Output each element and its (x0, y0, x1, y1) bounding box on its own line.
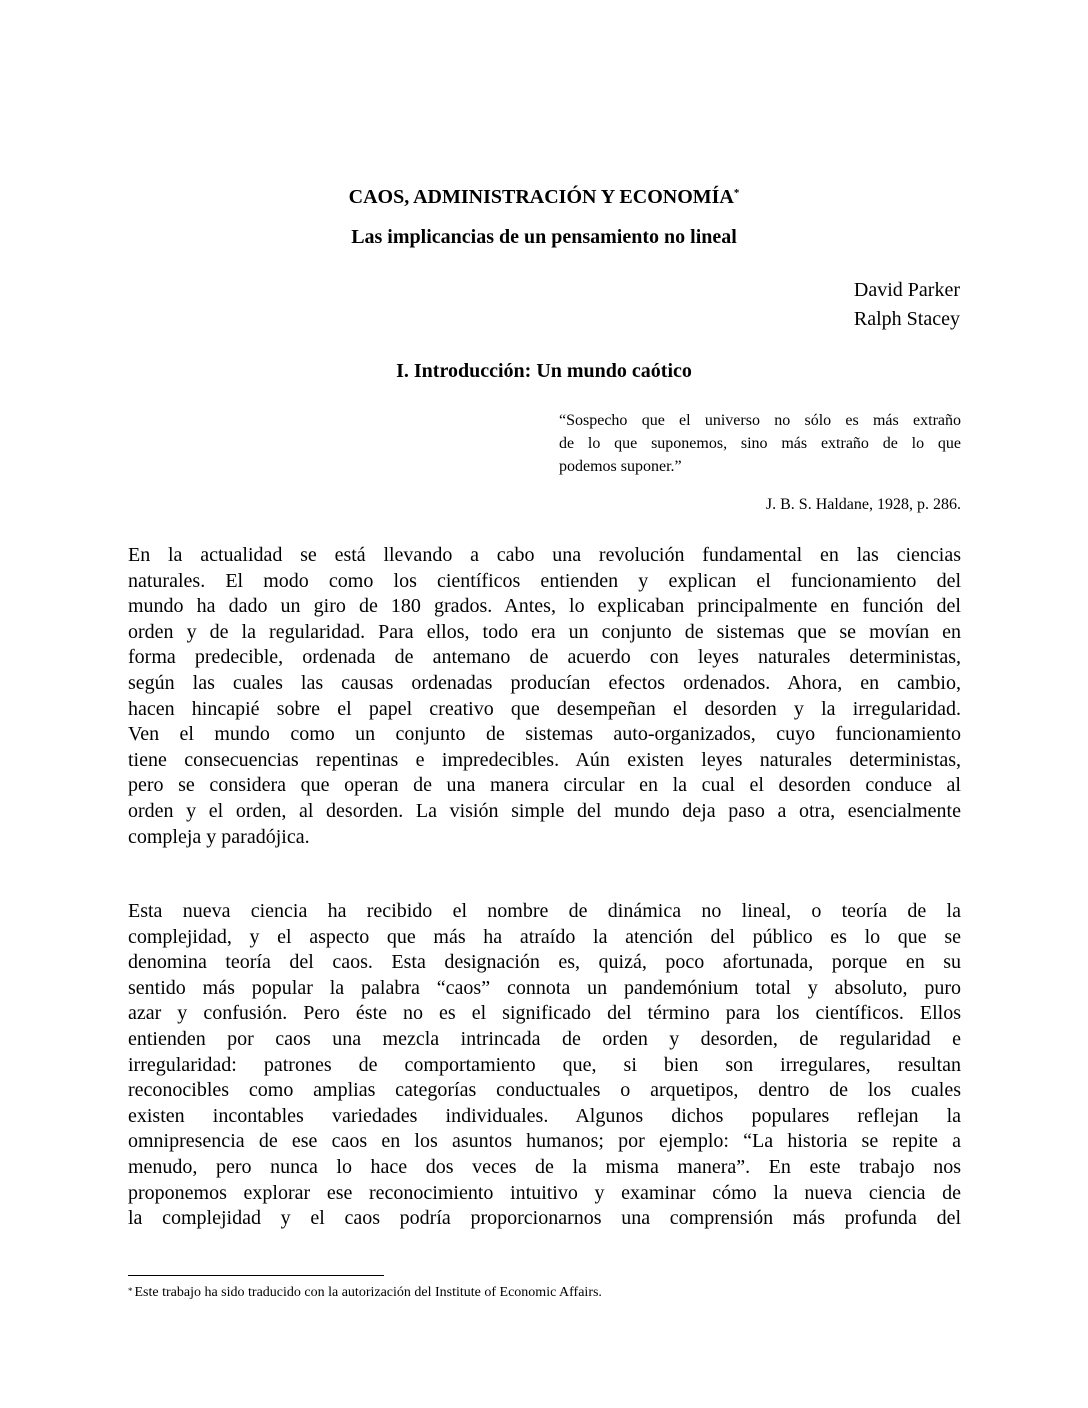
paragraph-line: forma predecible, ordenada de antemano de acuerdo con leyes naturales deterministas, (128, 646, 961, 669)
paragraph-line: compleja y paradójica. (128, 825, 310, 848)
paragraph-line: reconocibles como amplias categorías conductuales o arquetipos, dentro de los cuales (128, 1079, 961, 1102)
footnote-text: Este trabajo ha sido traducido con la autorización del Institute of Economic Affairs. (134, 1285, 602, 1300)
paragraph-line: proponemos explorar ese reconocimiento intuitivo y examinar cómo la nueva ciencia de (128, 1181, 961, 1204)
paragraph-line: azar y confusión. Pero éste no es el significado del término para los científicos. Ellos (128, 1002, 961, 1025)
author-name: Ralph Stacey (853, 308, 960, 330)
footnote-separator (128, 1275, 384, 1276)
authors-block (854, 276, 960, 334)
paragraph-line: menudo, pero nunca lo hace dos veces de la misma manera”. En este trabajo nos (128, 1155, 961, 1178)
epigraph-line: “Sospecho que el universo no sólo es más extraño (559, 412, 961, 429)
paragraph-line: hacen hincapié sobre el papel creativo que desempeñan el desorden y la irregularidad. (128, 697, 961, 720)
paragraph-line: orden y de la regularidad. Para ellos, todo era un conjunto de sistemas que se movían en (128, 620, 961, 643)
paragraph-line: la complejidad y el caos podría proporcionarnos una comprensión más profunda del (128, 1207, 961, 1230)
section-heading: I. Introducción: Un mundo caótico (396, 360, 692, 382)
paragraph-line: sentido más popular la palabra “caos” connota un pandemónium total y absoluto, puro (128, 976, 961, 999)
paragraph-line: complejidad, y el aspecto que más ha atraído la atención del público es lo que se (128, 925, 961, 948)
body-paragraph (128, 899, 961, 1232)
paragraph-line: según las cuales las causas ordenadas producían efectos ordenados. Ahora, en cambio, (128, 671, 961, 694)
paragraph-line: Ven el mundo como un conjunto de sistemas auto-organizados, cuyo funcionamiento (128, 723, 961, 746)
body-paragraph (128, 543, 961, 850)
paragraph-line: Esta nueva ciencia ha recibido el nombre de dinámica no lineal, o teoría de la (128, 900, 961, 922)
epigraph-quote (559, 409, 961, 478)
paragraph-line: entienden por caos una mezcla intrincada de orden y desorden, de regularidad e (128, 1027, 961, 1050)
paragraph-line: existen incontables variedades individuales. Algunos dichos populares reflejan la (128, 1104, 961, 1127)
paragraph-line: naturales. El modo como los científicos entienden y explican el funcionamiento del (128, 569, 961, 592)
footnote-marker: * (128, 1286, 133, 1296)
author-name: David Parker (853, 279, 960, 301)
epigraph-line: de lo que suponemos, sino más extraño de lo que (559, 435, 961, 452)
paragraph-line: mundo ha dado un giro de 180 grados. Antes, lo explicaban principalmente en función del (128, 595, 961, 618)
epigraph-line: podemos suponer.” (559, 458, 682, 475)
footnote (128, 1283, 602, 1303)
document-subtitle: Las implicancias de un pensamiento no lineal (351, 226, 737, 248)
paragraph-line: orden y el orden, al desorden. La visión simple del mundo deja paso a otra, esencialmente (128, 799, 961, 822)
paragraph-line: En la actualidad se está llevando a cabo una revolución fundamental en las ciencias (128, 544, 961, 566)
title-text: CAOS, ADMINISTRACIÓN Y ECONOMÍA (348, 186, 734, 208)
title-footnote-marker[interactable]: * (733, 187, 740, 199)
paragraph-line: irregularidad: patrones de comportamiento que, si bien son irregulares, resultan (128, 1053, 961, 1076)
document-title (0, 183, 1088, 211)
epigraph-source: J. B. S. Haldane, 1928, p. 286. (765, 496, 961, 513)
paragraph-line: denomina teoría del caos. Esta designación es, quizá, poco afortunada, porque en su (128, 951, 961, 974)
paragraph-line: tiene consecuencias repentinas e impredecibles. Aún existen leyes naturales deterministas, (128, 748, 961, 771)
paragraph-line: pero se considera que operan de una manera circular en la cual el desorden conduce al (128, 774, 961, 797)
paragraph-line: omnipresencia de ese caos en los asuntos humanos; por ejemplo: “La historia se repite a (128, 1130, 961, 1153)
